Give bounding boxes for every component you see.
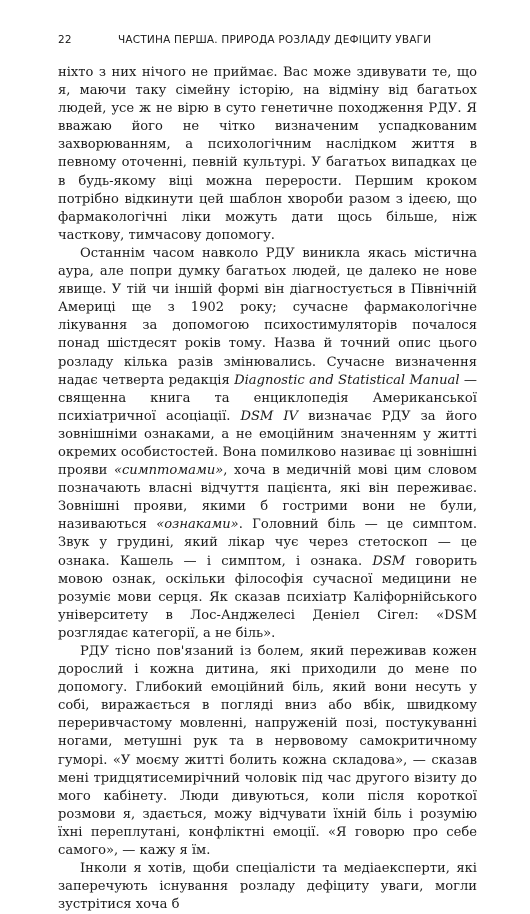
paragraph xyxy=(58,245,477,643)
text-run: визначає РДУ за його зовнішніми ознаками, а не емоційним значенням у житті окремих особистостей. Вона помилково називає ці зовнішні прояви xyxy=(58,408,478,479)
text-run: ніхто з них нічого не приймає. Вас може здивувати те, що я, маючи таку сімейну історію, на відміну від багатьох людей, усе ж не вірю в суто генетичне походження РДУ. Я вважаю його не чітко визначеним успадкованим захворюванням, а психологічним наслідком життя в певному оточенні, певній культурі. У багатьох випадках це в будь-якому віці можна перерости. Першим кроком потрібно відкинути цей шаблон хвороби разом з ідеєю, що фармакологічні ліки можуть дати щось більше, ніж часткову, тимчасову допомогу. xyxy=(58,65,477,243)
paragraph xyxy=(58,860,477,914)
italic-text-run: DSM IV xyxy=(240,408,299,424)
italic-text-run: Diagnostic and Statistical Manual xyxy=(234,372,460,388)
text-run: РДУ тісно пов'язаний із болем, який переживав кожен дорослий і кожна дитина, які приходили до мене по допомогу. Глибокий емоційний біль, який вони несуть у собі, виражається в погляді вниз або вбік, швидкому переривчастому мовленні, напруженій позі, постукуванні ногами, метушні рук та в нервовому самокритичному гуморі. «У моєму житті болить кожна складова», — сказав мені тридцятисемирічний чоловік під час другого візиту до мого кабінету. Люди дивуються, коли після короткої розмови я, здається, можу відчувати їхній біль і розумію їхні переплутані, конфліктні емоції. «Я говорю про себе самого», — кажу я їм. xyxy=(58,644,477,859)
italic-text-run: DSM xyxy=(372,553,406,569)
text-run: Інколи я хотів, щоби спеціалісти та медіаексперти, які заперечують існування розладу дефіциту уваги, могли зустрітися хоча б xyxy=(58,861,477,913)
running-header xyxy=(58,34,472,50)
text-run: , хоча в медичній мові цим словом позначають власні відчуття пацієнта, які він переживає. Зовнішні прояви, якими б гострими вони не були, називаються xyxy=(58,463,477,533)
text-run: — священна книга та енциклопедія Американської психіатричної асоціації. xyxy=(58,372,477,424)
chapter-title: ЧАСТИНА ПЕРША. ПРИРОДА РОЗЛАДУ ДЕФІЦИТУ УВАГИ xyxy=(118,34,432,46)
italic-text-run: «симптомами» xyxy=(113,463,224,479)
text-run: Останнім часом навколо РДУ виникла якась містична аура, але попри думку багатьох людей, це далеко не нове явище. У тій чи іншій формі він діагностується в Північній Америці ще з 1902 року; сучасне фармакологічне лікування за допомогою психостимуляторів почалося понад шістдесят років тому. Назва й точний опис цього розладу кілька разів змінювались. Сучасне визначення надає четверта редакція xyxy=(58,245,477,388)
text-run: . Головний біль — це симптом. Звук у грудині, який лікар чує через стетоскоп — це ознака. Кашель — і симптом, і ознака. xyxy=(58,517,477,569)
paragraph xyxy=(58,643,477,860)
italic-text-run: «ознаками» xyxy=(156,517,239,533)
text-run: говорить мовою ознак, оскільки філософія сучасної медицини не розуміє мови серця. Як сказав психіатр Каліфорнійського університету в Лос-Анджелесі Деніел Сігел: «DSM розглядає категорії, а не біль». xyxy=(58,553,477,641)
paragraph xyxy=(58,64,477,245)
body-text xyxy=(58,64,477,914)
page-number: 22 xyxy=(58,34,72,46)
